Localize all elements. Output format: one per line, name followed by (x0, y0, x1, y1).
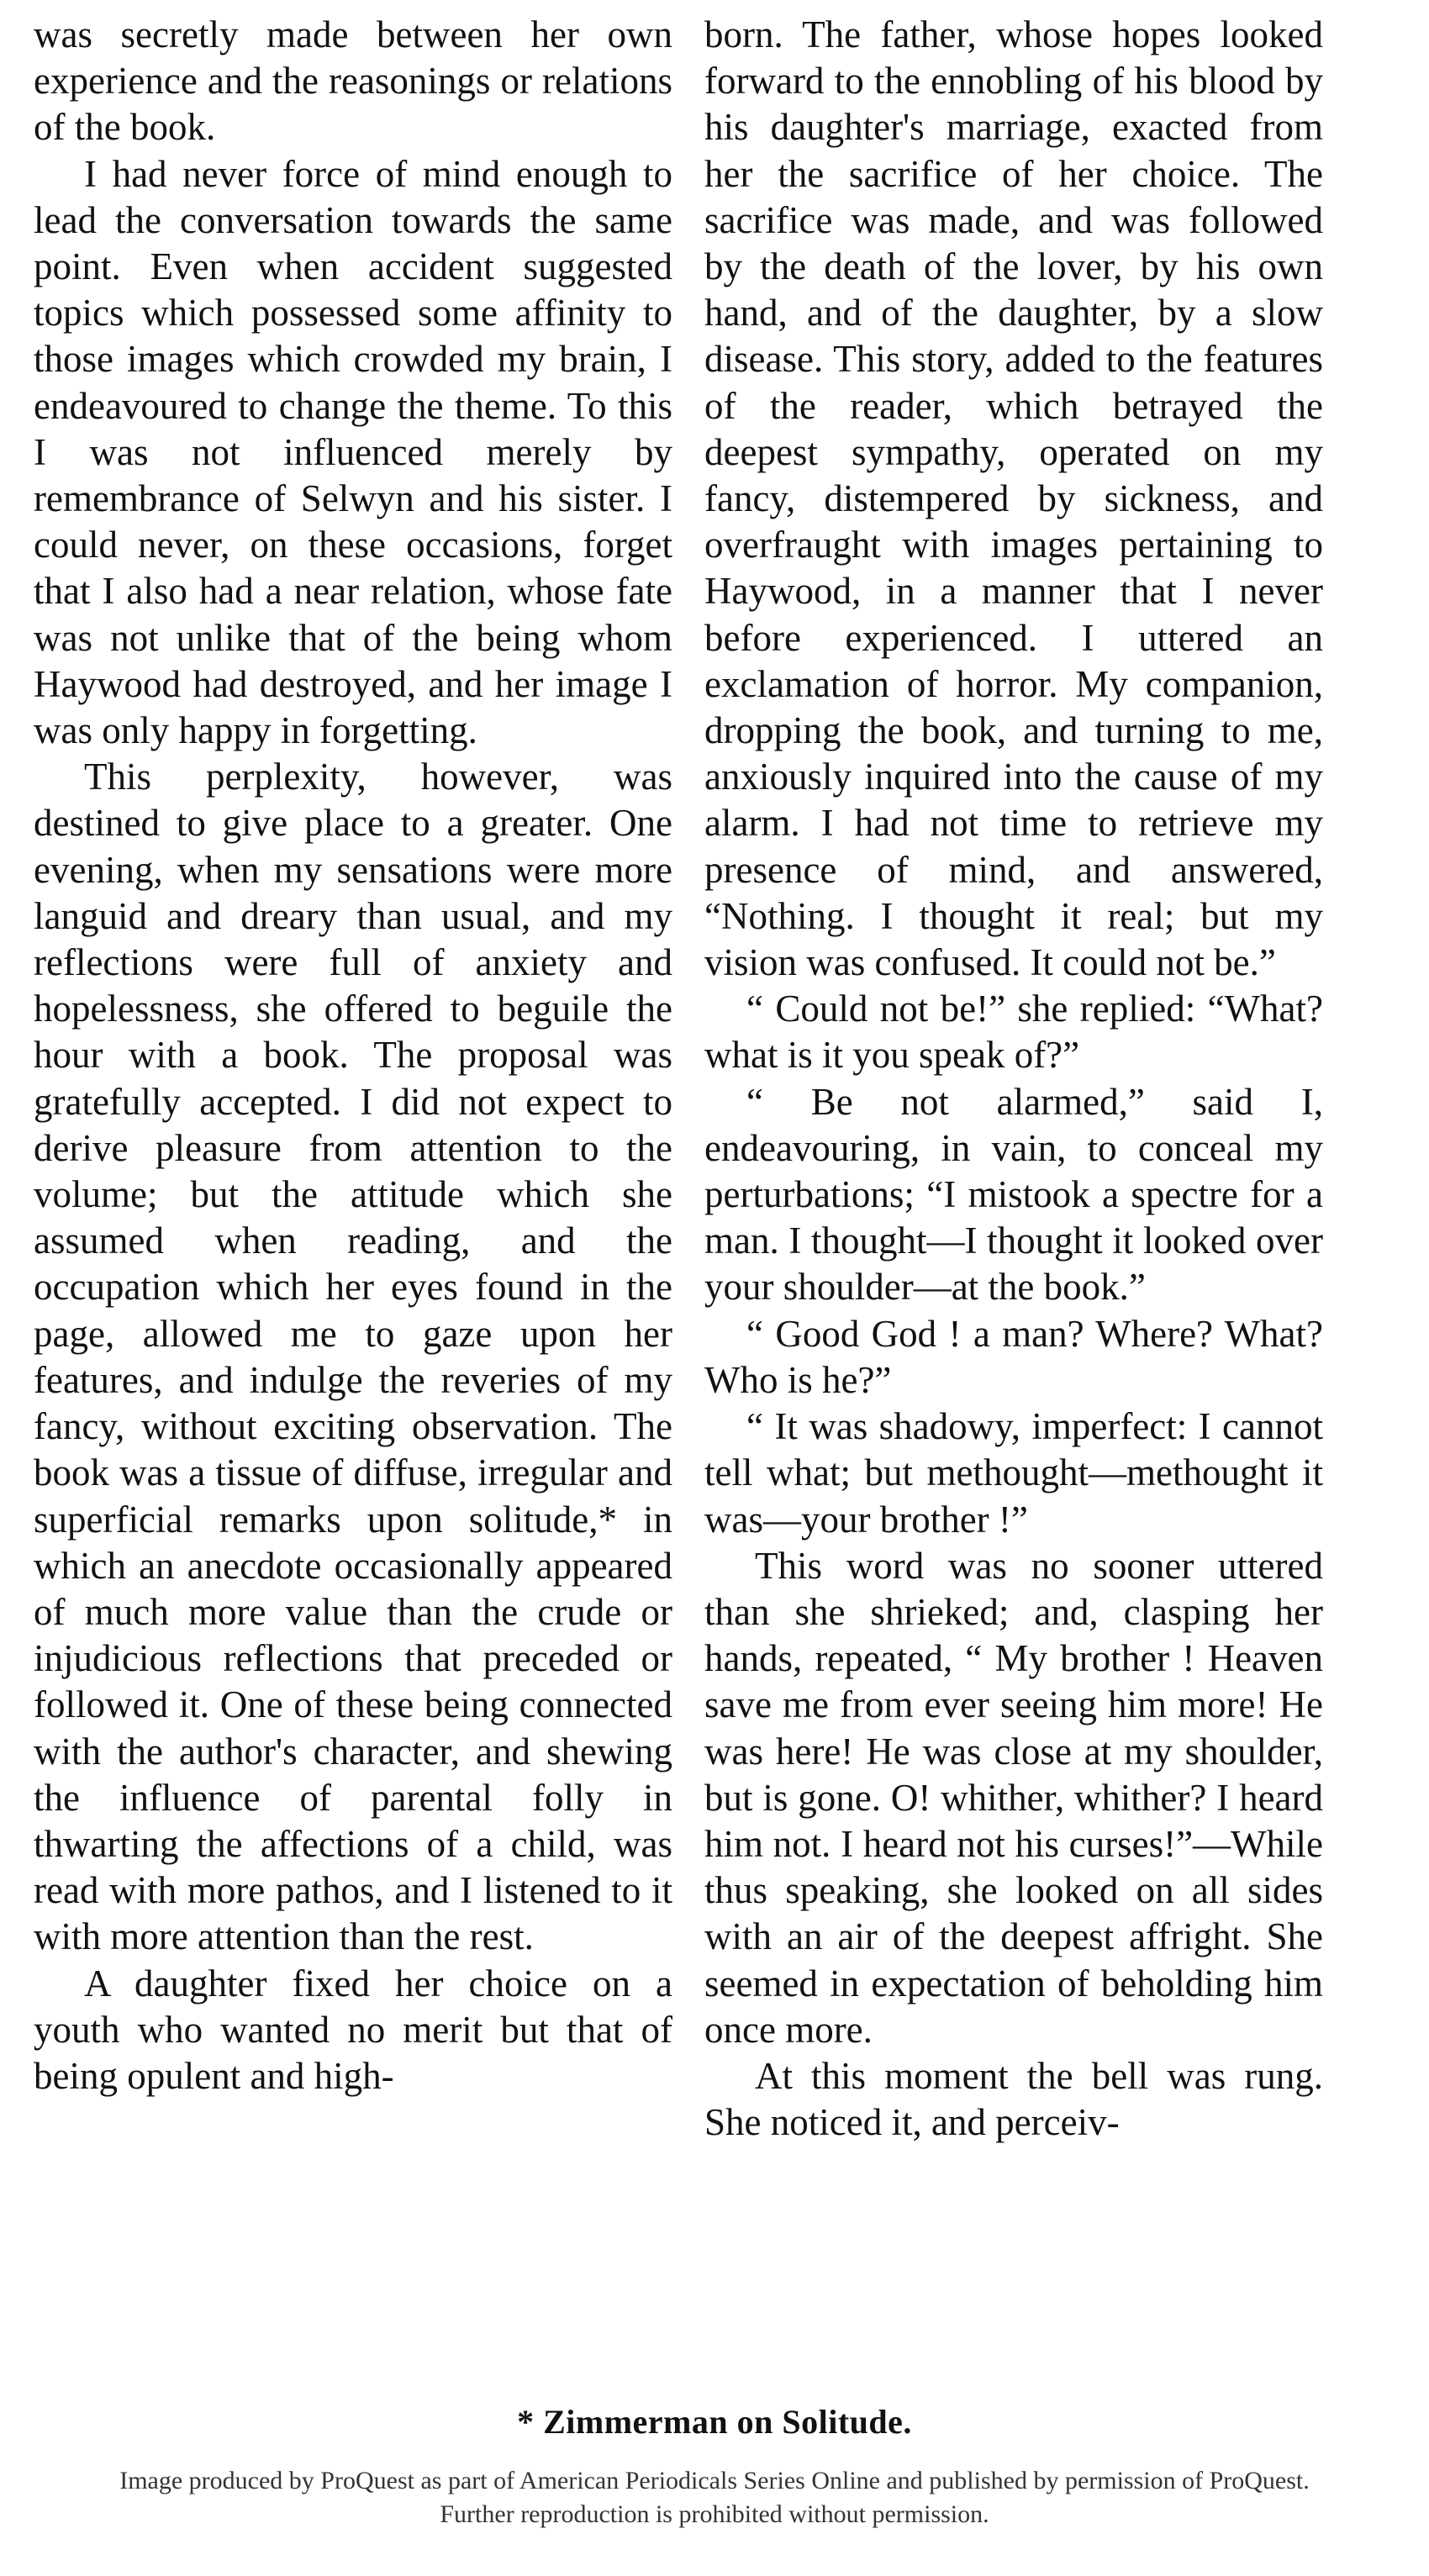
left-text-column (34, 12, 672, 2099)
footnote: * Zimmerman on Solitude. (517, 2403, 912, 2441)
paragraph: “ Be not alarmed,” said I, endeavouring, in vain, to conceal my perturbations; “I mistook a spectre for a man. I thought—I thought it looked over your shoulder—at the book.” (704, 1080, 1323, 1309)
paragraph: A daughter fixed her choice on a youth who wanted no merit but that of being opulent and high- (34, 1962, 672, 2097)
credit-line-2: Further reproduction is prohibited without permission. (440, 2500, 989, 2528)
paragraph: “ Could not be!” she replied: “What? what is it you speak of?” (704, 988, 1323, 1077)
right-text-column (704, 12, 1323, 2146)
paragraph: born. The father, whose hopes looked forward to the ennobling of his blood by his daughter's marriage, exacted from her the sacrifice of her choice. The sacrifice was made, and was followed by the death of the lover, by his own hand, and of the daughter, by a slow disease. This story, added to the features of the reader, which betrayed the deepest sympathy, operated on my fancy, distempered by sickness, and overfraught with images pertaining to Haywood, in a manner that I never before experienced. I uttered an exclamation of horror. My companion, dropping the book, and turning to me, anxiously inquired into the cause of my alarm. I had not time to retrieve my presence of mind, and answered, “Nothing. I thought it real; but my vision was confused. It could not be.” (704, 13, 1323, 984)
paragraph: I had never force of mind enough to lead the conversation towards the same point. Even when accident suggested topics which possessed some affinity to those images which crowded my brain, I endeavoured to change the theme. To this I was not influenced merely by remembrance of Selwyn and his sister. I could never, on these occasions, forget that I also had a near relation, whose fate was not unlike that of the being whom Haywood had destroyed, and her image I was only happy in forgetting. (34, 152, 672, 752)
paragraph: was secretly made between her own experience and the reasonings or relations of the book. (34, 13, 672, 149)
paragraph: “ Good God ! a man? Where? What? Who is he?” (704, 1312, 1323, 1401)
credit-line-1: Image produced by ProQuest as part of American Periodicals Series Online and published by permission of ProQuest. (119, 2467, 1310, 2494)
paragraph: This word was no sooner uttered than she shrieked; and, clasping her hands, repeated, “ My brother ! Heaven save me from ever seeing him more! He was here! He was close at my shoulder, but is gone. O! whither, whither? I heard him not. I heard not his curses!”—While thus speaking, she looked on all sides with an air of the deepest affright. She seemed in expectation of beholding him once more. (704, 1544, 1323, 2051)
paragraph: “ It was shadowy, imperfect: I cannot tell what; but methought—methought it was—your brother !” (704, 1405, 1323, 1541)
paragraph: At this moment the bell was rung. She noticed it, and perceiv- (704, 2054, 1323, 2144)
paragraph: This perplexity, however, was destined to give place to a greater. One evening, when my sensations were more languid and dreary than usual, and my reflections were full of anxiety and hopelessness, she offered to beguile the hour with a book. The proposal was gratefully accepted. I did not expect to derive pleasure from attention to the volume; but the attitude which she assumed when reading, and the occupation which her eyes found in the page, allowed me to gaze upon her features, and indulge the reveries of my fancy, without exciting observation. The book was a tissue of diffuse, irregular and superficial remarks upon solitude,* in which an anecdote occasionally appeared of much more value than the crude or injudicious reflections that preceded or followed it. One of these being connected with the author's character, and shewing the influence of parental folly in thwarting the affections of a child, was read with more pathos, and I listened to it with more attention than the rest. (34, 756, 672, 1958)
